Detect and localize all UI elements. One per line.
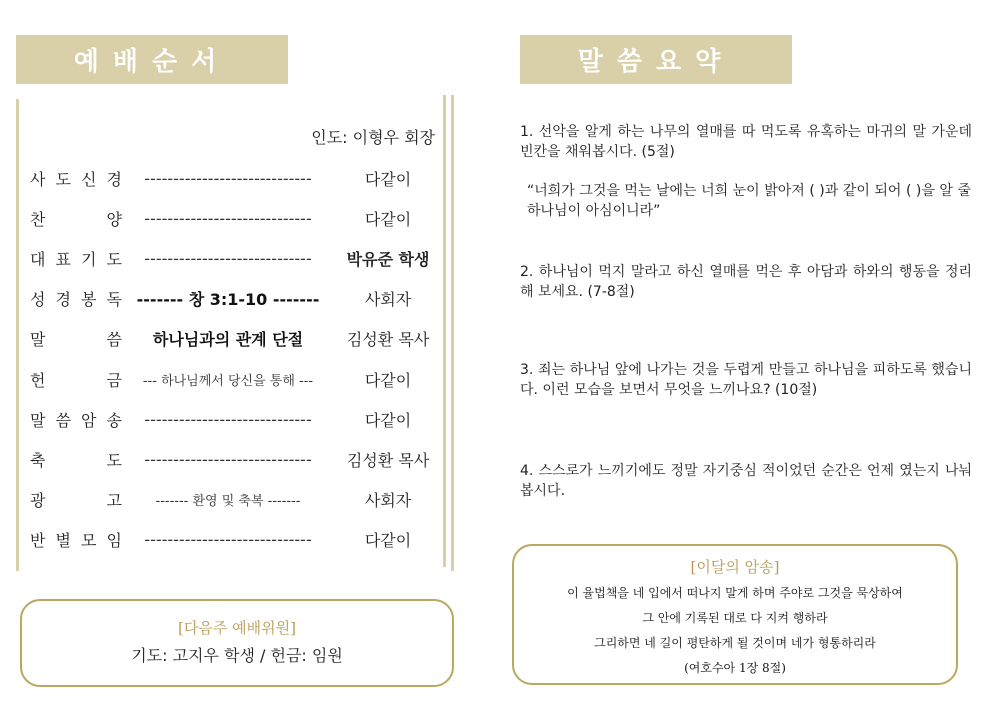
order-label [30, 167, 122, 190]
sermon-summary-header: 말씀요약 [520, 35, 792, 84]
order-label-char: 임 [106, 530, 122, 550]
order-detail: ------- 환영 및 축복 ------- [155, 493, 301, 509]
order-label-char: 씀 [106, 329, 122, 349]
order-label [30, 287, 122, 310]
order-person: 박유준 학생 [346, 249, 430, 269]
order-label-char: 양 [106, 209, 122, 229]
order-row [30, 245, 440, 271]
order-row [30, 406, 440, 432]
question-4: 4. 스스로가 느끼기에도 정말 자기중심 적이었던 순간은 언제 였는지 나눠 봅시다. [520, 463, 972, 499]
order-label-char: 송 [106, 410, 122, 430]
order-person: 김성환 목사 [346, 450, 430, 470]
order-label-char: 모 [81, 530, 97, 550]
order-detail: ----------------------------- [144, 248, 312, 268]
order-label-char: 헌 [30, 370, 46, 390]
order-label-char: 광 [30, 490, 46, 510]
order-label-char: 반 [30, 530, 46, 550]
order-label-char: 사 [30, 169, 46, 189]
order-label-char: 암 [81, 410, 97, 430]
order-label-char: 말 [30, 329, 46, 349]
order-row [30, 526, 440, 552]
order-detail: ----------------------------- [144, 208, 312, 228]
order-label-char: 기 [81, 249, 97, 269]
order-label [30, 488, 122, 511]
order-detail: ----------------------------- [144, 529, 312, 549]
order-row [30, 446, 440, 472]
order-person: 김성환 목사 [346, 329, 430, 349]
memory-verse-line-1: 이 율법책을 네 입에서 떠나지 말게 하며 주야로 그것을 묵상하여 [567, 586, 903, 600]
question-3: 3. 죄는 하나님 앞에 나가는 것을 두렵게 만들고 하나님을 피하도록 했습니다. 이런 모습을 보면서 무엇을 느끼나요? (10절) [520, 362, 972, 398]
order-row [30, 205, 440, 231]
memory-verse-reference: (여호수아 1장 8절) [684, 661, 786, 675]
order-label [30, 207, 122, 230]
next-week-text: 기도: 고지우 학생 / 헌금: 임원 [131, 646, 343, 665]
memory-verse-line-3: 그리하면 네 길이 평탄하게 될 것이며 네가 형통하리라 [594, 636, 876, 650]
order-detail: ----------------------------- [144, 168, 312, 188]
order-label-char: 성 [30, 289, 46, 309]
left-divider-line [16, 99, 19, 571]
order-label-char: 도 [106, 450, 122, 470]
order-detail: ------- 창 3:1-10 ------- [136, 289, 320, 309]
order-label-char: 도 [106, 249, 122, 269]
order-person: 사회자 [364, 289, 412, 309]
memory-verse-box [512, 544, 958, 685]
order-person: 다같이 [364, 169, 412, 189]
memory-verse-line-2: 그 안에 기록된 대로 다 지켜 행하라 [642, 611, 828, 625]
right-divider-line-2 [451, 95, 454, 571]
leader-text: 인도: 이형우 회장 [311, 128, 435, 147]
order-label-char: 말 [30, 410, 46, 430]
next-week-title: [다음주 예배위원] [178, 619, 296, 637]
worship-order-header: 예배순서 [16, 35, 288, 84]
order-label-char: 금 [106, 370, 122, 390]
order-person: 사회자 [364, 490, 412, 510]
order-label [30, 408, 122, 431]
order-detail: ----------------------------- [144, 409, 312, 429]
order-label-char: 경 [55, 289, 71, 309]
order-person: 다같이 [364, 410, 412, 430]
order-detail: 하나님과의 관계 단절 [152, 329, 304, 349]
order-row [30, 366, 440, 392]
order-label-char: 경 [106, 169, 122, 189]
order-label-char: 표 [55, 249, 71, 269]
order-person: 다같이 [364, 209, 412, 229]
order-label-char: 봉 [81, 289, 97, 309]
order-row [30, 285, 440, 311]
order-label [30, 448, 122, 471]
order-person: 다같이 [364, 530, 412, 550]
order-row [30, 165, 440, 191]
verse-fill-blank: “너희가 그것을 먹는 날에는 너희 눈이 밝아져 ( )과 같이 되어 ( )을 알 줄 하나님이 아심이니라” [527, 183, 971, 219]
order-label-char: 도 [55, 169, 71, 189]
order-row [30, 486, 440, 512]
order-label-char: 신 [81, 169, 97, 189]
order-person: 다같이 [364, 370, 412, 390]
order-detail: ----------------------------- [144, 449, 312, 469]
order-label-char: 고 [106, 490, 122, 510]
order-label-char: 찬 [30, 209, 46, 229]
order-label [30, 247, 122, 270]
order-row [30, 325, 440, 351]
question-1: 1. 선악을 알게 하는 나무의 열매를 따 먹도록 유혹하는 마귀의 말 가운데 빈칸을 채워봅시다. (5절) [520, 124, 972, 160]
order-detail: --- 하나님께서 당신을 통해 --- [142, 373, 314, 389]
order-label-char: 독 [106, 289, 122, 309]
order-label [30, 368, 122, 391]
next-week-box [20, 599, 454, 687]
order-label-char: 대 [30, 249, 46, 269]
order-label-char: 씀 [55, 410, 71, 430]
question-2: 2. 하나님이 먹지 말라고 하신 열매를 먹은 후 아담과 하와의 행동을 정리해 보세요. (7-8절) [520, 264, 972, 300]
order-label-char: 별 [55, 530, 71, 550]
memory-verse-title: [이달의 암송] [690, 558, 780, 576]
right-divider-line [443, 95, 446, 567]
order-label [30, 327, 122, 350]
order-label [30, 528, 122, 551]
order-label-char: 축 [30, 450, 46, 470]
